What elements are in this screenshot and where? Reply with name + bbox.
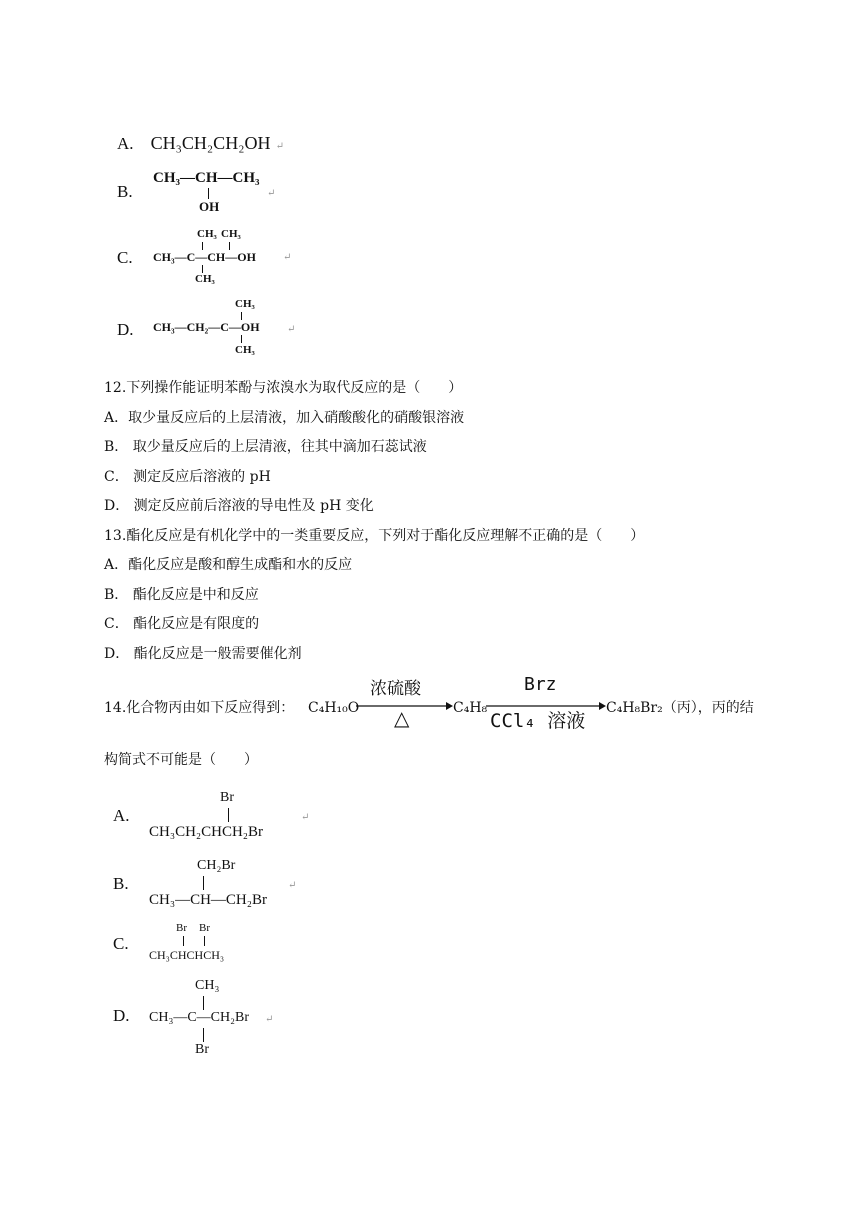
- formula-substituent-top: CH₃: [235, 298, 255, 310]
- formula-main-chain: CH₃—C—CH₂Br: [149, 1010, 249, 1025]
- q13-option-b: B． 酯化反应是中和反应: [104, 587, 259, 603]
- q11-option-c: [117, 228, 317, 288]
- bond-line: [229, 242, 230, 250]
- formula-substituent-top: Br: [176, 922, 187, 934]
- bond-line: [203, 1028, 204, 1042]
- bond-line: [202, 265, 203, 273]
- q12-option-a: A．取少量反应后的上层清液，加入硝酸酸化的硝酸银溶液: [104, 410, 465, 426]
- formula-substituent-top: Br: [199, 922, 210, 934]
- option-letter: D.: [117, 320, 134, 339]
- q11-option-b: [117, 166, 317, 216]
- option-letter: A.: [113, 806, 130, 825]
- q14-option-d: [113, 978, 333, 1058]
- option-letter: D.: [113, 1006, 130, 1025]
- formula-text: CH₃CH₂CH₂OH: [150, 133, 271, 153]
- formula-main-chain: CH₃CHCHCH₃: [149, 948, 225, 962]
- arrow2-condition-top: Brz: [524, 674, 557, 695]
- option-letter: C.: [117, 248, 133, 267]
- bond-line: [183, 936, 184, 946]
- q11-option-a: [117, 133, 284, 154]
- q12-option-d: D． 测定反应前后溶液的导电性及 pH 变化: [104, 498, 374, 514]
- q13-option-a: A．酯化反应是酸和醇生成酯和水的反应: [104, 557, 353, 573]
- bond-line: [208, 188, 209, 199]
- arrow2-condition-bottom: CCl₄ 溶液: [490, 710, 586, 732]
- return-mark: ↵: [265, 1014, 274, 1025]
- return-mark: ↵: [283, 252, 292, 263]
- option-letter: C.: [113, 934, 129, 953]
- q14-intermediate: C₄H₈: [453, 700, 488, 716]
- arrow1-condition-bottom: △: [394, 706, 410, 730]
- formula-substituent-top: Br: [220, 790, 234, 805]
- formula-main-chain: CH₃CH₂CHCH₂Br: [149, 824, 264, 840]
- formula-substituent: OH: [199, 199, 220, 214]
- formula-main-chain: CH₃—CH—CH₃: [153, 170, 260, 186]
- q14-option-c: [113, 922, 333, 968]
- return-mark: ↵: [301, 812, 310, 823]
- option-letter: B.: [113, 874, 129, 893]
- formula-main-chain: CH₃—CH₂—C—OH: [153, 320, 260, 334]
- q12-option-b: B． 取少量反应后的上层清液，往其中滴加石蕊试液: [104, 439, 427, 455]
- formula-substituent-top: CH₃: [195, 978, 220, 993]
- q14-option-a: [113, 788, 333, 846]
- bond-line: [203, 996, 204, 1010]
- arrow1-condition-top: 浓硫酸: [370, 679, 421, 699]
- return-mark: ↵: [267, 188, 276, 199]
- bond-line: [203, 876, 204, 890]
- q14-stem-line1: [104, 672, 784, 732]
- q13-stem: 13.酯化反应是有机化学中的一类重要反应，下列对于酯化反应理解不正确的是（ ）: [104, 528, 645, 544]
- formula-main-chain: CH₃—CH—CH₂Br: [149, 892, 267, 908]
- q14-stem-line2: 构简式不可能是（ ）: [104, 752, 258, 768]
- bond-line: [241, 335, 242, 343]
- q12-stem: 12.下列操作能证明苯酚与浓溴水为取代反应的是（ ）: [104, 380, 463, 396]
- option-letter: B.: [117, 182, 133, 201]
- bond-line: [204, 936, 205, 946]
- q14-product: C₄H₈Br₂（丙），丙的结: [606, 700, 754, 716]
- q11-option-d: [117, 298, 317, 360]
- formula-substituent-top: CH₃: [197, 228, 217, 240]
- formula-substituent-top: CH₃: [221, 228, 241, 240]
- formula-substituent-bottom: Br: [195, 1042, 209, 1057]
- bond-line: [241, 312, 242, 320]
- bond-line: [202, 242, 203, 250]
- return-mark: ↵: [288, 880, 297, 891]
- formula-substituent-top: CH₂Br: [197, 858, 236, 873]
- formula-main-chain: CH₃—C—CH—OH: [153, 250, 256, 264]
- q12-option-c: C． 测定反应后溶液的 pH: [104, 469, 271, 485]
- return-mark: ↵: [275, 141, 284, 152]
- q14-prefix: 14.化合物丙由如下反应得到：: [104, 700, 295, 716]
- option-letter: A.: [117, 134, 134, 153]
- bond-line: [228, 808, 229, 822]
- formula-substituent-bottom: CH₃: [235, 344, 255, 356]
- q14-option-b: [113, 856, 333, 914]
- q14-reactant: C₄H₁₀O: [308, 700, 360, 716]
- formula-substituent-bottom: CH₃: [195, 273, 215, 285]
- q13-option-d: D． 酯化反应是一般需要催化剂: [104, 646, 302, 662]
- return-mark: ↵: [287, 324, 296, 335]
- q13-option-c: C． 酯化反应是有限度的: [104, 616, 260, 632]
